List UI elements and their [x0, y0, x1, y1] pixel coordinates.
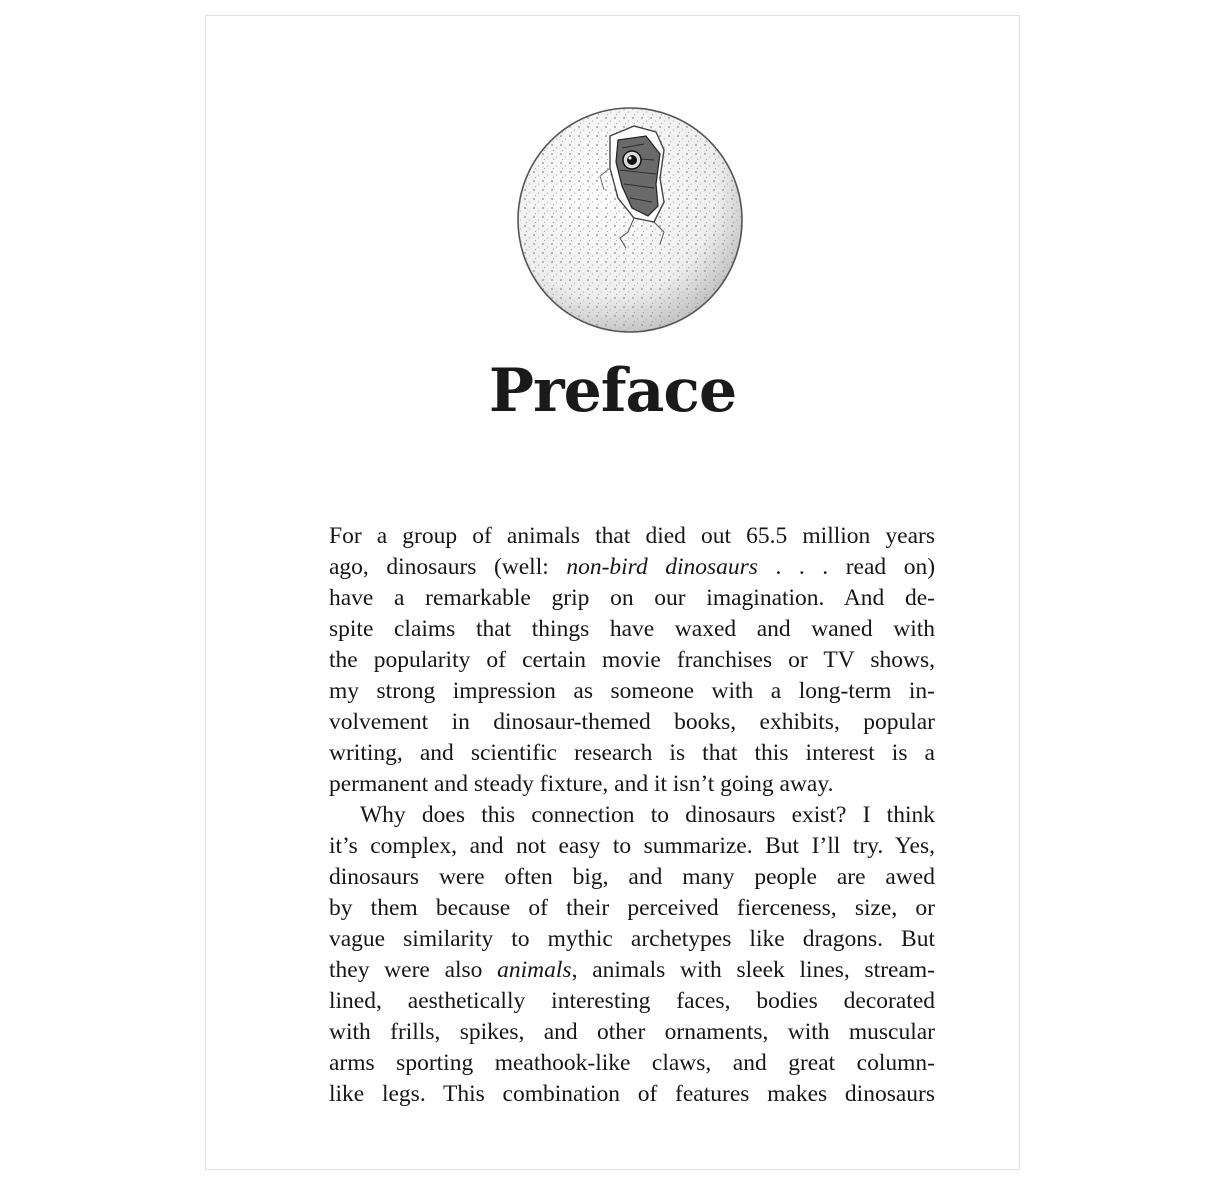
book-page — [205, 15, 1020, 1170]
text-line: like legs. This combination of features makes dinosaurs — [329, 1081, 935, 1107]
dinosaur-egg-icon — [514, 98, 746, 336]
text-line: For a group of animals that died out 65.5 million years — [329, 523, 935, 549]
text-line: volvement in dinosaur-themed books, exhibits, popular — [329, 709, 935, 735]
text-line: writing, and scientific research is that this interest is a — [329, 740, 935, 766]
text-line: the popularity of certain movie franchises or TV shows, — [329, 647, 935, 673]
text-line: spite claims that things have waxed and waned with — [329, 616, 935, 642]
italic-phrase: non-bird dinosaurs — [566, 554, 758, 580]
text-line: lined, aesthetically interesting faces, bodies decorated — [329, 988, 935, 1014]
text-line: dinosaurs were often big, and many people are awed — [329, 864, 935, 890]
text-line: with frills, spikes, and other ornaments, with muscular — [329, 1019, 935, 1045]
text-line: permanent and steady fixture, and it isn’t going away. — [329, 771, 834, 797]
text-line: Why does this connection to dinosaurs exist? I think — [360, 802, 935, 828]
text-line: have a remarkable grip on our imagination. And de- — [329, 585, 935, 611]
text-line: ago, dinosaurs (well: non-bird dinosaurs . . . read on) — [329, 554, 936, 580]
text-line: vague similarity to mythic archetypes like dragons. But — [329, 926, 935, 952]
text-line: it’s complex, and not easy to summarize. But I’ll try. Yes, — [329, 833, 935, 859]
text-line: my strong impression as someone with a long-term in- — [329, 678, 935, 704]
text-line: arms sporting meathook-like claws, and great column- — [329, 1050, 935, 1076]
text-line: by them because of their perceived fierceness, size, or — [329, 895, 935, 921]
page-title: Preface — [488, 356, 737, 426]
text-line: they were also animals, animals with sleek lines, stream- — [329, 957, 935, 983]
egg-illustration — [514, 98, 746, 336]
italic-word: animals — [497, 957, 572, 983]
preface-body — [329, 521, 935, 1110]
